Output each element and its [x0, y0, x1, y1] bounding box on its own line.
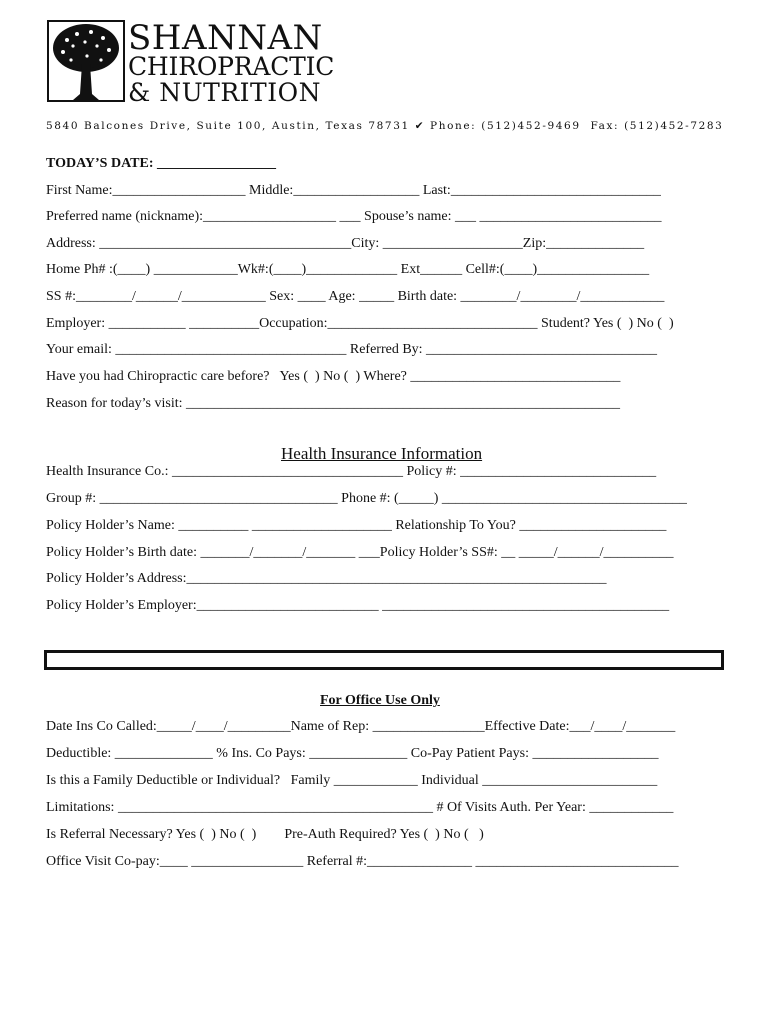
phone-line[interactable]: Home Ph# :(____) ____________Wk#:(____)_____________ Ext______ Cell#:(____)________________ — [46, 262, 650, 277]
tree-icon — [47, 20, 125, 102]
referral-preauth-line[interactable]: Is Referral Necessary? Yes ( ) No ( ) Pre-Auth Required? Yes ( ) No ( ) — [46, 827, 484, 842]
policy-holder-birth-line[interactable]: Policy Holder’s Birth date: _______/_______/_______ ___Policy Holder’s SS#: __ _____/______/__________ — [46, 545, 674, 560]
ins-called-line[interactable]: Date Ins Co Called:_____/____/_________Name of Rep: ________________Effective Date:___/____/_______ — [46, 719, 676, 734]
employer-line[interactable]: Employer: ___________ __________Occupation:______________________________ Student? Yes ( ) No ( ) — [46, 316, 674, 331]
name-field-line[interactable]: First Name:___________________ Middle:__________________ Last:______________________________ — [46, 183, 661, 198]
policy-holder-employer-line[interactable]: Policy Holder’s Employer:__________________________ _________________________________________ — [46, 598, 670, 613]
address-line[interactable]: Address: ____________________________________City: ____________________Zip:______________ — [46, 236, 645, 251]
limitations-line[interactable]: Limitations: _____________________________________________ # Of Visits Auth. Per Year: ____________ — [46, 800, 674, 815]
insurance-co-line[interactable]: Health Insurance Co.: _________________________________ Policy #: ____________________________ — [46, 464, 657, 479]
logo-line-3: & NUTRITION — [128, 78, 321, 107]
prior-care-line[interactable]: Have you had Chiropractic care before? Yes ( ) No ( ) Where? ______________________________ — [46, 369, 621, 384]
reason-line[interactable]: Reason for today’s visit: ______________________________________________________________ — [46, 396, 620, 411]
deductible-line[interactable]: Deductible: ______________ % Ins. Co Pays: ______________ Co-Pay Patient Pays: __________________ — [46, 746, 659, 761]
office-use-heading: For Office Use Only — [320, 693, 440, 708]
todays-date-field[interactable]: TODAY’S DATE: _________________ — [46, 156, 276, 171]
copay-referral-line[interactable]: Office Visit Co-pay:____ ________________ Referral #:_______________ _____________________________ — [46, 854, 679, 869]
policy-holder-address-line[interactable]: Policy Holder’s Address:____________________________________________________________ — [46, 571, 607, 586]
logo-line-2: CHIROPRACTIC — [128, 52, 335, 81]
group-phone-line[interactable]: Group #: __________________________________ Phone #: (_____) ___________________________________ — [46, 491, 687, 506]
nickname-spouse-line[interactable]: Preferred name (nickname):___________________ ___ Spouse’s name: ___ __________________________ — [46, 209, 662, 224]
logo-line-1: SHANNAN — [128, 18, 323, 58]
clinic-address: 5840 Balcones Drive, Suite 100, Austin, Texas 78731 ✔ Phone: (512)452-9469 Fax: (512)452-7283 — [46, 120, 724, 132]
family-individual-line[interactable]: Is this a Family Deductible or Individual? Family ____________ Individual _________________________ — [46, 773, 658, 788]
policy-holder-name-line[interactable]: Policy Holder’s Name: __________ ____________________ Relationship To You? _____________________ — [46, 518, 667, 533]
ss-sex-age-line[interactable]: SS #:________/______/____________ Sex: ____ Age: _____ Birth date: ________/________/____________ — [46, 289, 665, 304]
section-divider-box — [44, 650, 724, 670]
insurance-heading: Health Insurance Information — [281, 444, 483, 463]
email-referred-line[interactable]: Your email: _________________________________ Referred By: _________________________________ — [46, 342, 658, 357]
